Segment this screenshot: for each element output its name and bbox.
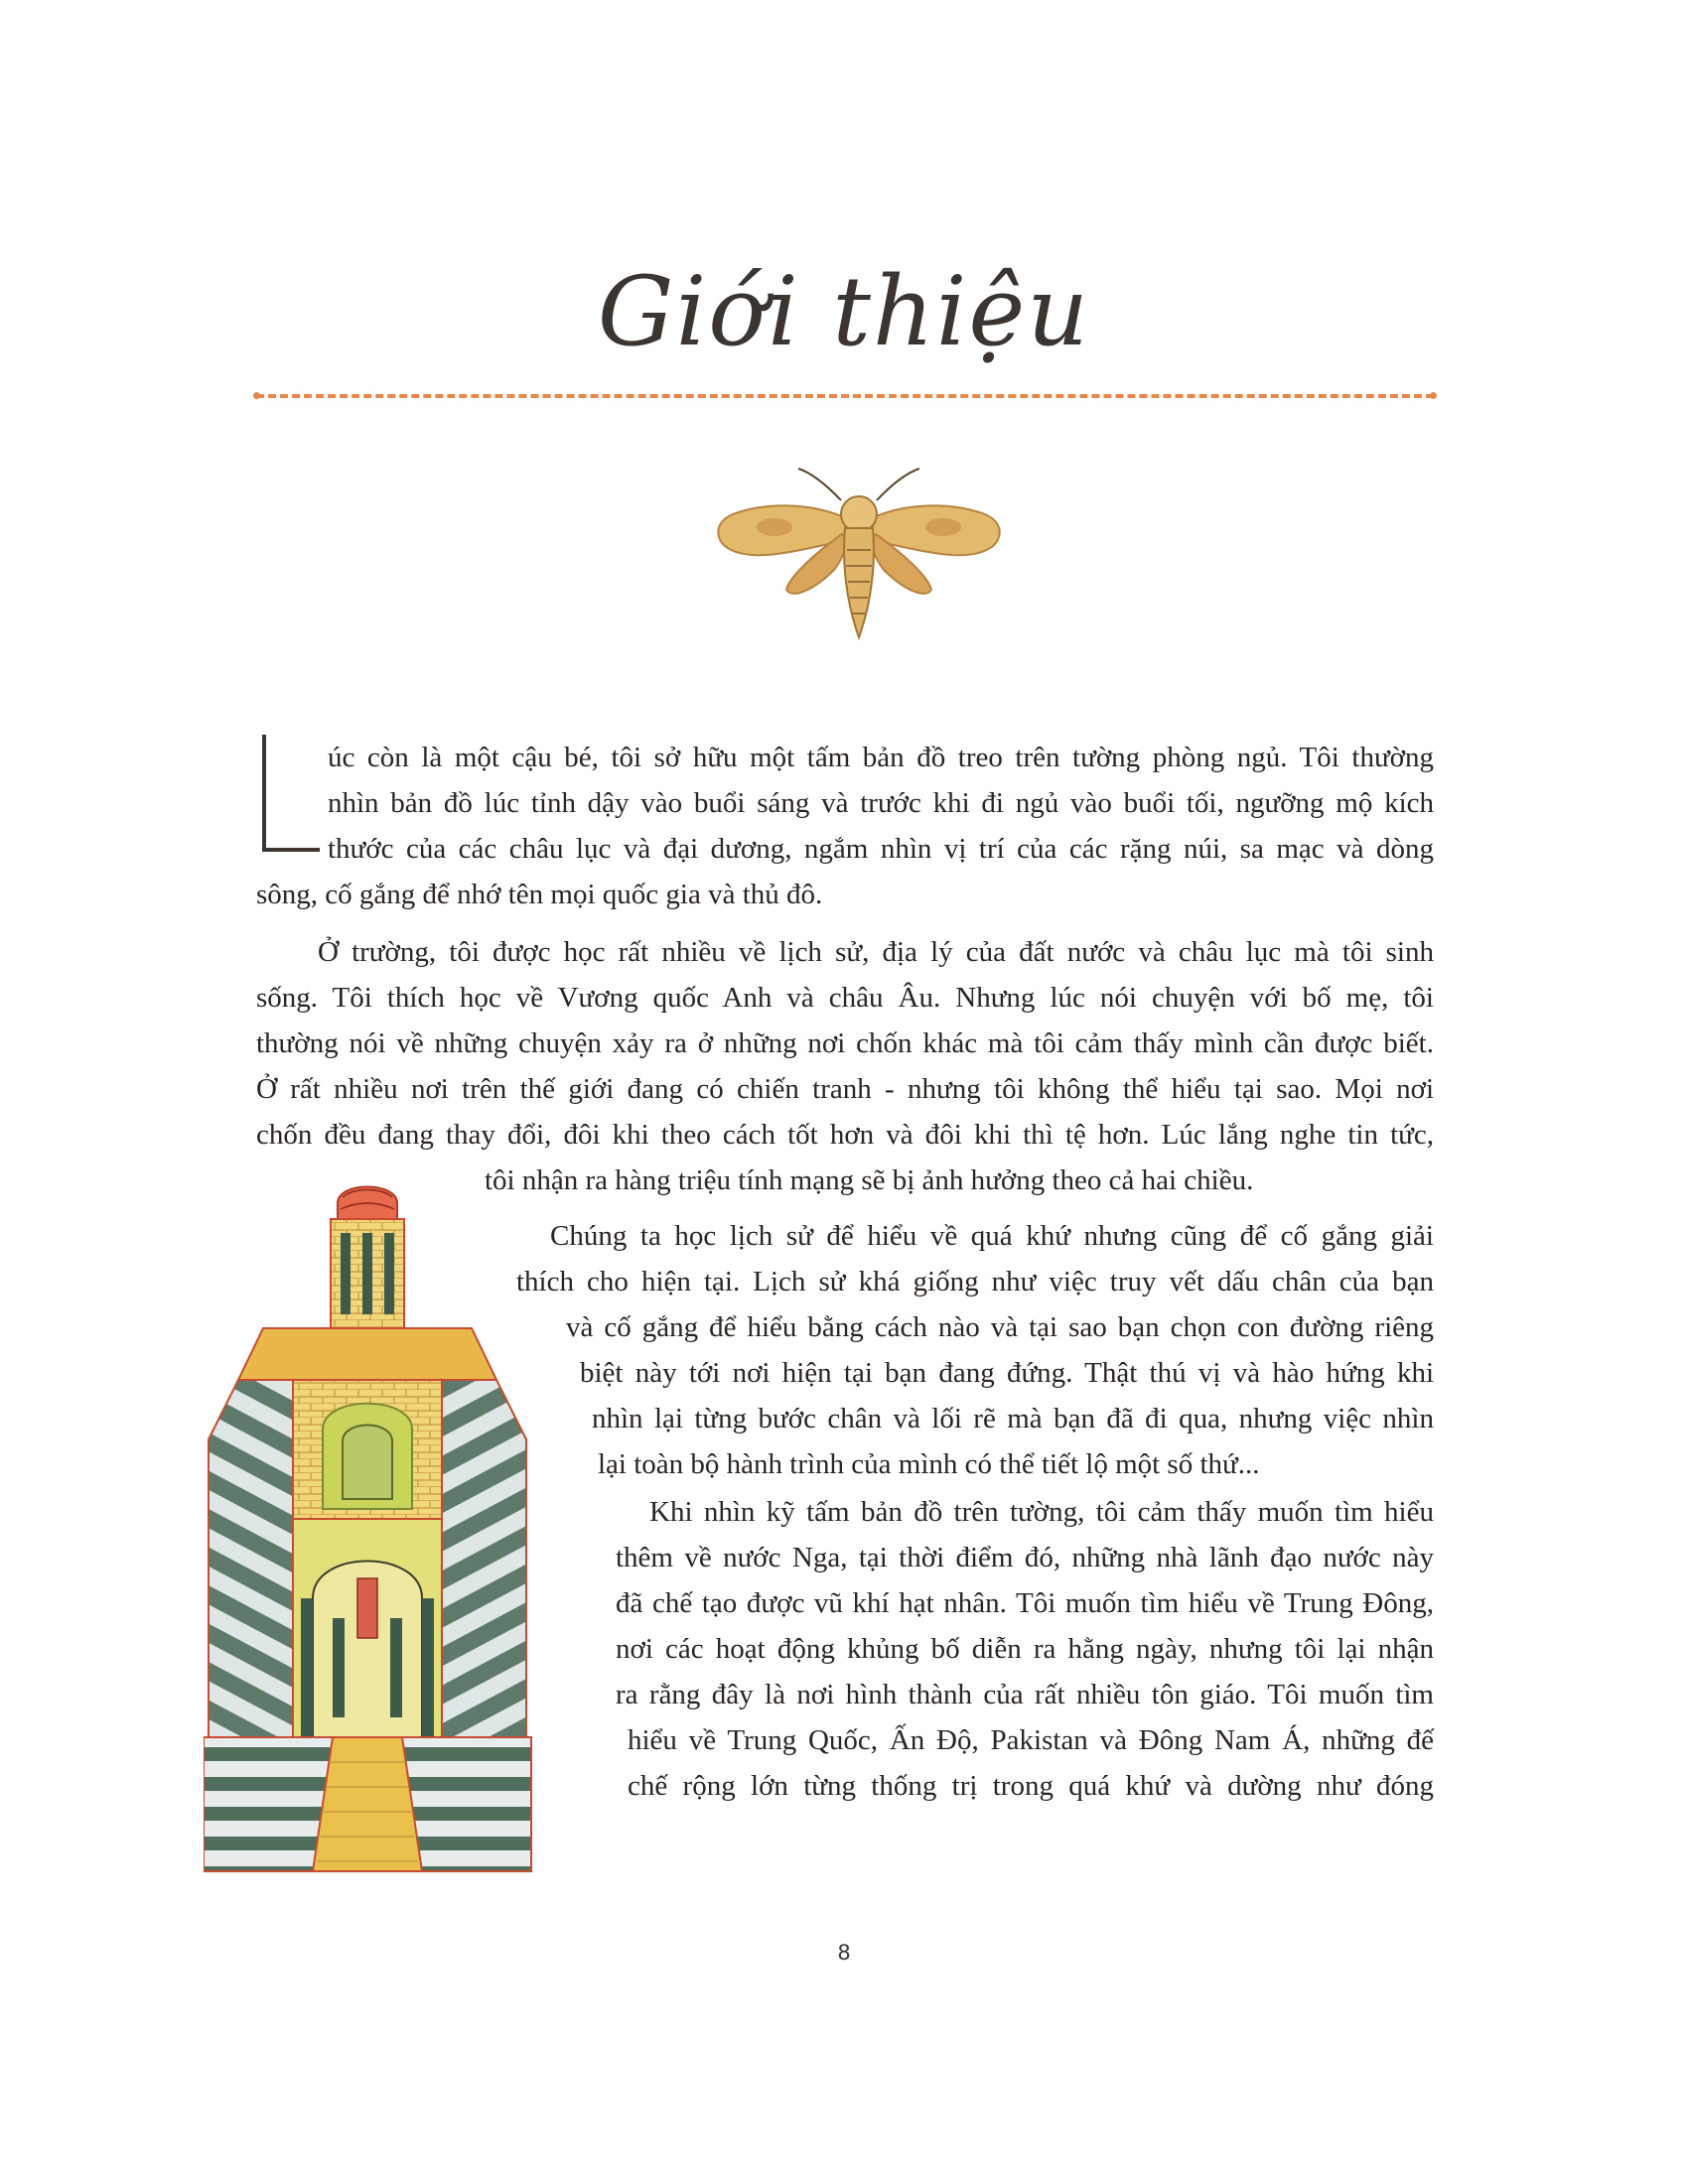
paragraph-2 [256, 929, 1434, 1203]
text-line: lại toàn bộ hành trình của mình có thể tiết lộ một số thứ... [598, 1448, 1260, 1480]
text-line: và cố gắng để hiểu bằng cách nào và tại sao bạn chọn con đường riêng [566, 1311, 1434, 1343]
text-line: hiểu về Trung Quốc, Ấn Độ, Pakistan và Đông Nam Á, những đế [628, 1724, 1434, 1756]
text-line: nơi các hoạt động khủng bố diễn ra hằng ngày, nhưng tôi lại nhận [616, 1633, 1434, 1665]
moth-illustration [715, 463, 1003, 641]
paragraph-1 [256, 735, 1434, 917]
text-line: nhìn bản đồ lúc tỉnh dậy vào buổi sáng và trước khi đi ngủ vào buổi tối, ngưỡng mộ kích [328, 787, 1434, 819]
text-line: thêm về nước Nga, tại thời điểm đó, những nhà lãnh đạo nước này [616, 1542, 1434, 1573]
paragraph-4 [516, 1489, 1434, 1809]
title-divider [256, 394, 1434, 398]
page-number: 8 [837, 1941, 851, 1965]
text-line: ra rằng đây là nơi hình thành của rất nhiều tôn giáo. Tôi muốn tìm [616, 1679, 1434, 1710]
paragraph-3 [516, 1213, 1434, 1487]
text-line: sông, cố gắng để nhớ tên mọi quốc gia và thủ đô. [256, 879, 823, 910]
text-line: chế rộng lớn từng thống trị trong quá khứ và dường như đóng [628, 1770, 1434, 1802]
text-line: thích cho hiện tại. Lịch sử khá giống như việc truy vết dấu chân của bạn [516, 1266, 1434, 1297]
text-line: tôi nhận ra hàng triệu tính mạng sẽ bị ảnh hưởng theo cả hai chiều. [485, 1164, 1254, 1196]
text-line: đã chế tạo được vũ khí hạt nhân. Tôi muốn tìm hiểu về Trung Đông, [616, 1587, 1434, 1619]
text-line: Ở trường, tôi được học rất nhiều về lịch sử, địa lý của đất nước và châu lục mà tôi sinh [318, 936, 1434, 968]
text-line: sống. Tôi thích học về Vương quốc Anh và châu Âu. Nhưng lúc nói chuyện với bố mẹ, tôi [256, 982, 1434, 1014]
text-line: Khi nhìn kỹ tấm bản đồ trên tường, tôi cảm thấy muốn tìm hiểu [649, 1496, 1434, 1528]
page-title: Giới thiệu [597, 256, 1091, 367]
text-line: thước của các châu lục và đại dương, ngắm nhìn vị trí của các rặng núi, sa mạc và dòng [328, 833, 1434, 865]
text-line: biệt này tới nơi hiện tại bạn đang đứng. Thật thú vị và hào hứng khi [580, 1357, 1434, 1389]
text-line: nhìn lại từng bước chân và lối rẽ mà bạn đã đi qua, nhưng việc nhìn [592, 1403, 1434, 1434]
text-line: Ở rất nhiều nơi trên thế giới đang có chiến tranh - nhưng tôi không thể hiểu tại sao. Mọi nơi [256, 1073, 1434, 1105]
tower-illustration [204, 1181, 541, 1876]
text-line: thường nói về những chuyện xảy ra ở những nơi chốn khác mà tôi cảm thấy mình cần được biết. [256, 1027, 1434, 1059]
text-line: úc còn là một cậu bé, tôi sở hữu một tấm bản đồ treo trên tường phòng ngủ. Tôi thường [328, 742, 1434, 773]
text-line: Chúng ta học lịch sử để hiểu về quá khứ nhưng cũng để cố gắng giải [550, 1220, 1434, 1252]
text-line: chốn đều đang thay đổi, đôi khi theo cách tốt hơn và đôi khi thì tệ hơn. Lúc lắng nghe tin tức, [256, 1119, 1434, 1151]
